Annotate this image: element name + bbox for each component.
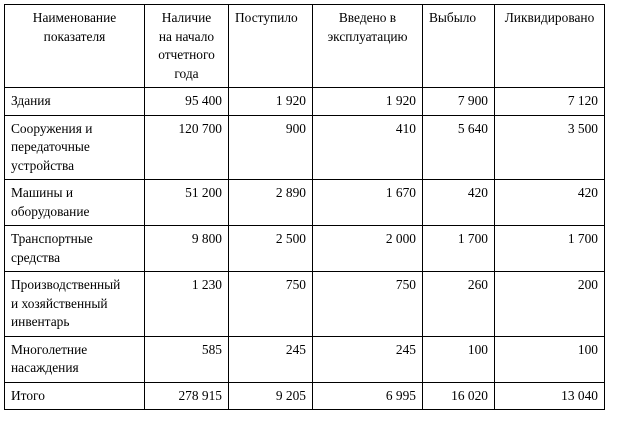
cell-received: 2 890 [229,180,313,226]
cell-retired: 420 [423,180,495,226]
header-row [5,5,605,88]
table-body [5,88,605,410]
table-row [5,272,605,337]
table-row [5,382,605,410]
header-commissioned: Введено в эксплуатацию [313,5,423,88]
header-liquidated: Ликвидировано [495,5,605,88]
cell-indicator-name: Машины и оборудование [5,180,145,226]
cell-commissioned: 1 920 [313,88,423,116]
cell-start-of-year: 9 800 [145,226,229,272]
cell-start-of-year: 95 400 [145,88,229,116]
cell-received: 900 [229,115,313,180]
cell-indicator-name: Итого [5,382,145,410]
cell-retired: 260 [423,272,495,337]
cell-liquidated: 7 120 [495,88,605,116]
cell-commissioned: 2 000 [313,226,423,272]
cell-commissioned: 245 [313,336,423,382]
cell-start-of-year: 120 700 [145,115,229,180]
header-start-of-year: Наличие на начало отчетного года [145,5,229,88]
table-row [5,180,605,226]
header-received: Поступило [229,5,313,88]
cell-liquidated: 420 [495,180,605,226]
cell-commissioned: 6 995 [313,382,423,410]
cell-retired: 7 900 [423,88,495,116]
table-row [5,88,605,116]
cell-retired: 5 640 [423,115,495,180]
cell-start-of-year: 278 915 [145,382,229,410]
table-row [5,115,605,180]
header-retired: Выбыло [423,5,495,88]
cell-indicator-name: Транспортные средства [5,226,145,272]
cell-start-of-year: 1 230 [145,272,229,337]
cell-commissioned: 750 [313,272,423,337]
cell-liquidated: 3 500 [495,115,605,180]
cell-indicator-name: Сооружения и передаточные устройства [5,115,145,180]
table-row [5,226,605,272]
cell-received: 9 205 [229,382,313,410]
cell-liquidated: 200 [495,272,605,337]
header-indicator-name: Наименование показателя [5,5,145,88]
cell-liquidated: 1 700 [495,226,605,272]
table-row [5,336,605,382]
cell-commissioned: 1 670 [313,180,423,226]
cell-indicator-name: Производственный и хозяйственный инвентарь [5,272,145,337]
cell-liquidated: 100 [495,336,605,382]
cell-start-of-year: 51 200 [145,180,229,226]
document-page [4,4,605,410]
cell-commissioned: 410 [313,115,423,180]
cell-retired: 100 [423,336,495,382]
cell-start-of-year: 585 [145,336,229,382]
cell-indicator-name: Здания [5,88,145,116]
cell-received: 750 [229,272,313,337]
cell-retired: 16 020 [423,382,495,410]
cell-received: 2 500 [229,226,313,272]
cell-retired: 1 700 [423,226,495,272]
fixed-assets-table [4,4,605,410]
cell-received: 245 [229,336,313,382]
cell-received: 1 920 [229,88,313,116]
cell-liquidated: 13 040 [495,382,605,410]
cell-indicator-name: Многолетние насаждения [5,336,145,382]
